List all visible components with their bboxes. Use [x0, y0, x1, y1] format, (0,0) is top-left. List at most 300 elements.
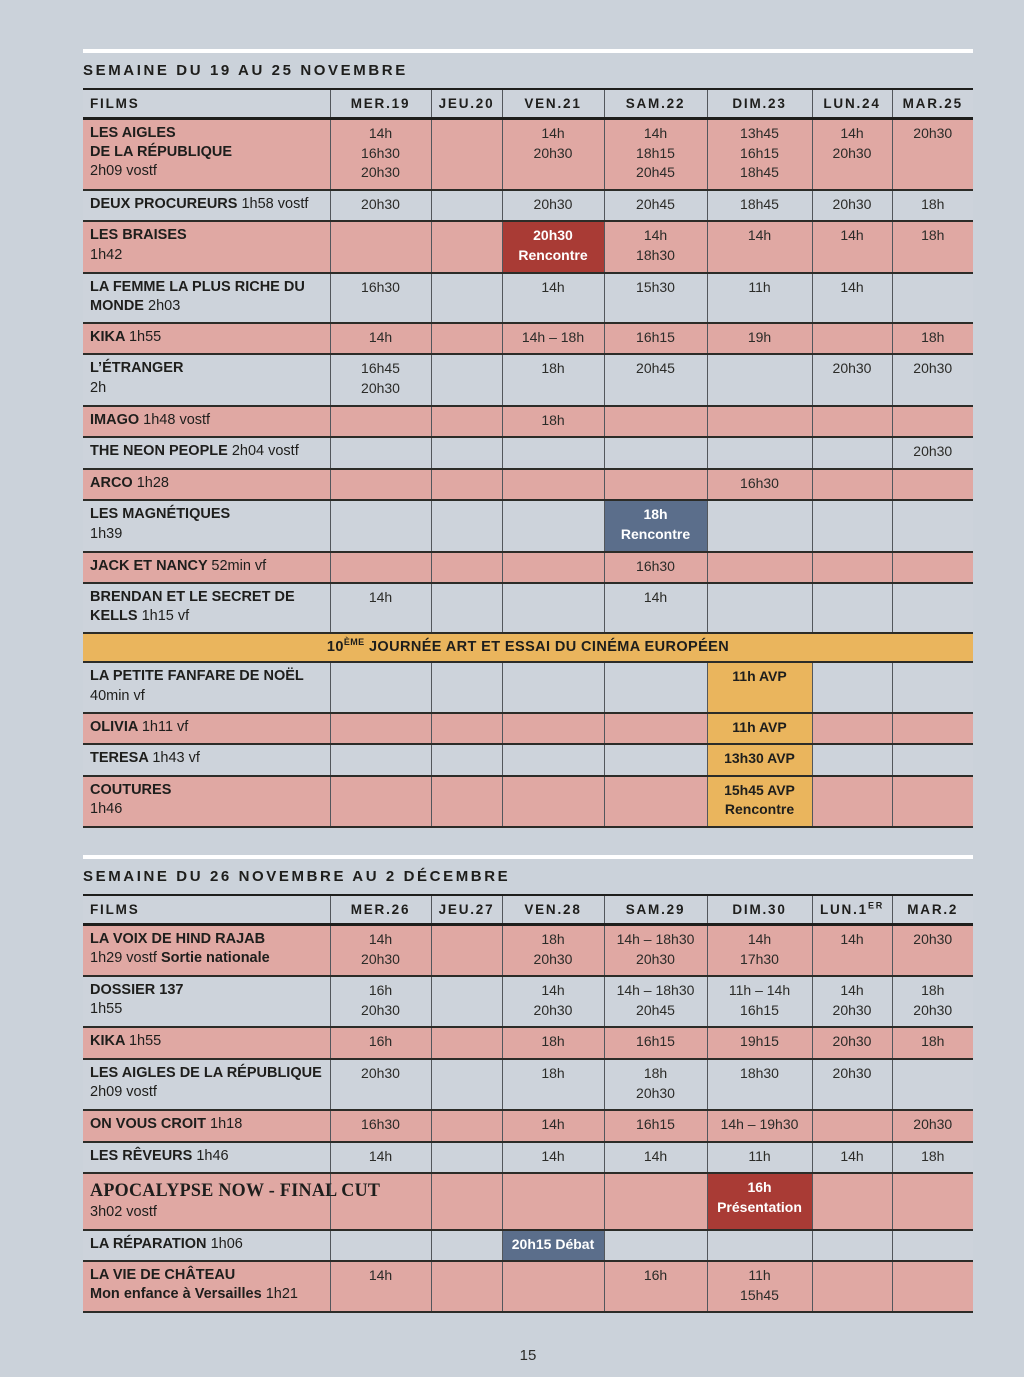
- showtime-cell: [431, 190, 502, 222]
- day-label: SAM.29: [625, 902, 686, 918]
- showtime-cell: [892, 323, 973, 355]
- showtime-cell: [502, 273, 604, 323]
- film-title-line: [90, 800, 324, 819]
- film-info-text: 1h28: [136, 474, 169, 491]
- showtime-cell: [892, 221, 973, 272]
- showtime-line: 14h: [541, 1116, 565, 1133]
- showtime-cell: [431, 583, 502, 633]
- showtime-line: 20h30: [913, 1001, 953, 1018]
- showtime-cell: [330, 744, 431, 776]
- showtime-line: 18h: [541, 360, 565, 377]
- showtime-line: 16h: [368, 982, 393, 999]
- showtime-cell: [604, 406, 707, 438]
- film-row: [83, 273, 973, 323]
- film-info-text: 1h06: [210, 1235, 243, 1252]
- showtime-line: 13h30 AVP: [724, 750, 795, 767]
- showtime-line: 18h: [541, 1065, 565, 1081]
- showtime-cell: [330, 1110, 431, 1142]
- showtime-cell: [431, 1027, 502, 1059]
- showtime-line: 18h30: [636, 246, 675, 263]
- film-title-line: [90, 588, 324, 607]
- header-row: [83, 895, 973, 925]
- film-info-text: 1h43 vf: [152, 750, 200, 767]
- section-title: SEMAINE DU 19 AU 25 NOVEMBRE: [83, 62, 408, 79]
- showtime-cell: [892, 583, 973, 633]
- day-label: MAR.2: [907, 902, 959, 918]
- film-title-cell: [83, 976, 330, 1027]
- day-column-header: [604, 89, 707, 119]
- film-info-text: 2h03: [148, 297, 181, 314]
- showtime-cell: [604, 776, 707, 827]
- showtime-line: 14h: [643, 227, 668, 244]
- special-showtime-cell: [707, 744, 812, 776]
- showtime-cell: [892, 273, 973, 323]
- showtime-cell: [812, 221, 892, 272]
- showtime-cell: [892, 976, 973, 1027]
- film-title-cell: [83, 744, 330, 776]
- showtime-line: 20h15 Débat: [511, 1235, 595, 1252]
- showtime-line: 14h: [541, 982, 565, 999]
- showtime-line: 18h30: [740, 1065, 779, 1081]
- showtime-cell: [707, 437, 812, 469]
- showtime-cell: [812, 1059, 892, 1110]
- showtime-cell: [812, 925, 892, 977]
- film-row: [83, 744, 973, 776]
- film-title-text: THE NEON PEOPLE: [90, 443, 232, 460]
- showtime-cell: [431, 976, 502, 1027]
- showtime-cell: [707, 1142, 812, 1174]
- film-title-line: [90, 1064, 324, 1083]
- showtime-line: 20h30: [361, 380, 400, 396]
- film-title-text: OLIVIA: [90, 718, 142, 735]
- showtime-line: 18h45: [740, 164, 779, 181]
- showtime-cell: [892, 190, 973, 222]
- showtime-line: 14h: [747, 931, 772, 948]
- showtime-line: 14h: [840, 982, 864, 999]
- showtime-cell: [431, 744, 502, 776]
- film-title-cell: [83, 776, 330, 827]
- showtime-cell: [707, 1230, 812, 1262]
- showtime-cell: [330, 1142, 431, 1174]
- day-column-header: [707, 89, 812, 119]
- showtime-line: 18h: [541, 1033, 565, 1050]
- day-column-header: [892, 895, 973, 925]
- showtime-line: 20h30: [832, 144, 872, 161]
- showtime-line: 20h30: [636, 1084, 675, 1101]
- film-title-text: Sortie nationale: [160, 950, 270, 967]
- showtime-cell: [604, 1059, 707, 1110]
- showtime-line: 14h: [368, 589, 393, 606]
- showtime-line: Rencontre: [620, 525, 691, 542]
- showtime-cell: [431, 437, 502, 469]
- film-row: [83, 190, 973, 222]
- film-title-text: IMAGO: [90, 411, 144, 428]
- showtime-cell: [604, 1027, 707, 1059]
- day-column-header: [812, 89, 892, 119]
- film-title-line: [90, 1235, 324, 1254]
- film-title-line: [90, 1115, 324, 1134]
- film-title-text: Mon enfance à Versailles: [90, 1286, 266, 1303]
- showtime-cell: [812, 776, 892, 827]
- showtime-cell: [502, 323, 604, 355]
- film-row: [83, 469, 973, 501]
- showtime-cell: [604, 221, 707, 272]
- day-column-header: [330, 89, 431, 119]
- showtime-cell: [707, 976, 812, 1027]
- film-title-cell: [83, 500, 330, 551]
- film-title-line: [90, 411, 324, 430]
- showtime-line: 20h30: [636, 950, 675, 967]
- film-title-line: [90, 379, 324, 398]
- showtime-cell: [330, 323, 431, 355]
- film-row: [83, 221, 973, 272]
- film-row: [83, 1027, 973, 1059]
- showtime-line: 18h: [921, 227, 945, 244]
- showtime-cell: [604, 583, 707, 633]
- film-title-cell: [83, 662, 330, 712]
- showtime-line: Rencontre: [724, 801, 795, 818]
- film-title-line: [90, 687, 324, 706]
- showtime-line: 14h: [747, 227, 772, 244]
- section-title: SEMAINE DU 26 NOVEMBRE AU 2 DÉCEMBRE: [83, 868, 511, 886]
- showtime-cell: [812, 662, 892, 712]
- showtime-cell: [431, 713, 502, 745]
- showtime-line: 14h: [368, 1267, 393, 1284]
- showtime-line: 14h – 18h30: [616, 931, 695, 948]
- showtime-cell: [330, 552, 431, 584]
- film-title-cell: [83, 406, 330, 438]
- showtime-cell: [604, 1110, 707, 1142]
- section-divider: [83, 49, 973, 53]
- showtime-line: 14h: [840, 227, 864, 244]
- showtime-cell: [502, 552, 604, 584]
- film-info-text: 1h55: [128, 1033, 162, 1050]
- film-title-line: [90, 1000, 324, 1019]
- showtime-cell: [604, 437, 707, 469]
- showtime-line: 20h30: [832, 195, 872, 212]
- film-info-text: 1h21: [265, 1286, 298, 1303]
- showtime-cell: [812, 119, 892, 190]
- showtime-cell: [892, 469, 973, 501]
- showtime-cell: [502, 1142, 604, 1174]
- film-title-text: COUTURES: [90, 781, 172, 798]
- showtime-cell: [330, 713, 431, 745]
- showtime-line: 14h: [643, 125, 668, 141]
- day-label: SAM.22: [625, 96, 686, 111]
- showtime-cell: [812, 583, 892, 633]
- showtime-line: 20h30: [533, 950, 573, 967]
- showtime-cell: [604, 1173, 707, 1229]
- film-title-text: LA RÉPARATION: [90, 1235, 211, 1252]
- film-title-text: LA PETITE FANFARE DE NOËL: [90, 668, 304, 685]
- film-title-cell: [83, 190, 330, 222]
- showtime-cell: [892, 662, 973, 712]
- day-label: JEU.27: [438, 902, 495, 918]
- showtime-line: 20h30: [832, 1065, 872, 1081]
- film-info-text: 1h48 vostf: [143, 411, 211, 428]
- showtime-line: 20h30: [533, 227, 573, 244]
- showtime-line: 18h: [921, 195, 945, 212]
- film-title-text: LA VOIX DE HIND RAJAB: [90, 931, 266, 948]
- schedule-table: [83, 88, 973, 828]
- showtime-line: 18h45: [740, 195, 779, 212]
- film-info-text: 1h46: [196, 1147, 229, 1164]
- showtime-line: 20h45: [636, 164, 675, 181]
- showtime-line: 16h30: [740, 474, 779, 491]
- showtime-line: 18h: [643, 506, 668, 523]
- showtime-line: 11h AVP: [732, 668, 787, 685]
- film-title-cell: [83, 1261, 330, 1312]
- showtime-line: 14h: [541, 1147, 565, 1164]
- showtime-line: 13h45: [740, 125, 779, 141]
- showtime-cell: [812, 976, 892, 1027]
- showtime-cell: [604, 1142, 707, 1174]
- showtime-line: 14h: [368, 931, 393, 948]
- showtime-cell: [892, 925, 973, 977]
- showtime-cell: [707, 406, 812, 438]
- showtime-line: 14h – 18h: [521, 328, 585, 345]
- showtime-cell: [502, 1027, 604, 1059]
- film-title-text: LA FEMME LA PLUS RICHE DU: [90, 278, 305, 295]
- film-title-line: [90, 949, 324, 968]
- film-row: [83, 662, 973, 712]
- showtime-cell: [707, 119, 812, 190]
- film-title-text: LES MAGNÉTIQUES: [90, 506, 231, 523]
- showtime-cell: [330, 437, 431, 469]
- showtime-line: 14h: [643, 589, 668, 606]
- showtime-cell: [330, 976, 431, 1027]
- showtime-cell: [812, 744, 892, 776]
- film-title-line: [90, 278, 324, 297]
- film-title-cell: [83, 1110, 330, 1142]
- showtime-cell: [604, 119, 707, 190]
- film-title-text: ARCO: [90, 474, 137, 491]
- showtime-line: 20h30: [913, 931, 953, 948]
- film-row: [83, 406, 973, 438]
- showtime-cell: [330, 469, 431, 501]
- day-column-header: [502, 89, 604, 119]
- showtime-cell: [604, 744, 707, 776]
- showtime-cell: [707, 925, 812, 977]
- film-title-line: [90, 124, 324, 143]
- showtime-cell: [812, 1110, 892, 1142]
- showtime-line: 14h: [643, 1147, 668, 1164]
- film-title-line: [90, 781, 324, 800]
- showtime-line: 11h: [748, 1147, 771, 1164]
- film-row: [83, 552, 973, 584]
- showtime-cell: [502, 744, 604, 776]
- day-column-header: [892, 89, 973, 119]
- showtime-cell: [604, 713, 707, 745]
- showtime-line: 20h30: [533, 144, 573, 161]
- film-title-line: [90, 1285, 324, 1304]
- film-row: [83, 776, 973, 827]
- film-title-cell: [83, 1059, 330, 1110]
- showtime-line: 16h15: [636, 1033, 675, 1050]
- showtime-cell: [604, 273, 707, 323]
- showtime-cell: [707, 221, 812, 272]
- film-title-text: TERESA: [90, 750, 153, 767]
- film-info-text: 1h11 vf: [141, 718, 189, 735]
- film-title-text: KIKA: [90, 328, 129, 345]
- showtime-cell: [812, 323, 892, 355]
- showtime-cell: [502, 190, 604, 222]
- event-banner-row: [83, 633, 973, 662]
- showtime-line: 18h: [921, 982, 945, 999]
- special-showtime-cell: [707, 713, 812, 745]
- week-section-1: [83, 49, 973, 828]
- film-title-line: [90, 297, 324, 316]
- film-info-text: 1h46: [90, 800, 123, 817]
- showtime-cell: [707, 1110, 812, 1142]
- day-column-header: [812, 895, 892, 925]
- day-column-header: [330, 895, 431, 925]
- showtime-cell: [502, 119, 604, 190]
- film-title-line: [90, 1083, 324, 1102]
- day-column-header: [431, 89, 502, 119]
- showtime-cell: [431, 552, 502, 584]
- film-title-line: [90, 195, 324, 214]
- film-title-cell: [83, 925, 330, 977]
- showtime-cell: [502, 1261, 604, 1312]
- showtime-cell: [604, 1230, 707, 1262]
- showtime-line: 14h: [368, 125, 393, 141]
- page-number: 15: [519, 1347, 537, 1365]
- day-column-header: [502, 895, 604, 925]
- showtime-line: 14h – 18h30: [616, 982, 695, 999]
- showtime-cell: [812, 273, 892, 323]
- film-info-text: 2h09 vostf: [90, 1084, 157, 1101]
- film-title-cell: [83, 583, 330, 633]
- showtime-cell: [892, 552, 973, 584]
- showtime-line: 20h45: [636, 1001, 675, 1018]
- showtime-cell: [330, 925, 431, 977]
- showtime-line: 16h45: [361, 360, 400, 377]
- showtime-line: 18h: [541, 931, 565, 948]
- special-showtime-cell: [707, 776, 812, 827]
- showtime-line: 20h45: [636, 360, 675, 377]
- film-title-text: DEUX PROCUREURS: [90, 195, 242, 212]
- film-title-text: L’ÉTRANGER: [90, 360, 184, 377]
- film-info-text: 1h39: [90, 525, 123, 542]
- showtime-cell: [431, 406, 502, 438]
- film-row: [83, 1230, 973, 1262]
- showtime-cell: [330, 190, 431, 222]
- showtime-line: 14h: [840, 1147, 864, 1164]
- showtime-cell: [502, 583, 604, 633]
- film-row: [83, 354, 973, 405]
- film-title-line: [90, 442, 324, 461]
- film-info-text: 1h58 vostf: [241, 195, 309, 212]
- showtime-cell: [707, 1059, 812, 1110]
- showtime-line: 14h: [840, 125, 864, 141]
- showtime-cell: [604, 354, 707, 405]
- showtime-cell: [892, 406, 973, 438]
- showtime-cell: [431, 1173, 502, 1229]
- showtime-cell: [812, 1173, 892, 1229]
- film-row: [83, 925, 973, 977]
- showtime-cell: [812, 713, 892, 745]
- film-title-line: [90, 557, 324, 576]
- showtime-line: 18h15: [636, 144, 675, 161]
- film-title-text: KELLS: [90, 608, 142, 625]
- showtime-cell: [707, 273, 812, 323]
- day-label: LUN.24: [823, 96, 881, 111]
- showtime-cell: [431, 323, 502, 355]
- film-title-line: [90, 505, 324, 524]
- film-info-text: 1h29 vostf: [90, 950, 161, 967]
- showtime-cell: [707, 1261, 812, 1312]
- film-title-text: LES AIGLES: [90, 125, 176, 141]
- film-title-text: LES BRAISES: [90, 227, 187, 244]
- film-title-text: MONDE: [90, 297, 148, 314]
- showtime-line: 20h45: [636, 195, 675, 212]
- showtime-cell: [502, 713, 604, 745]
- showtime-cell: [502, 469, 604, 501]
- showtime-cell: [330, 119, 431, 190]
- film-title-cell: [83, 1142, 330, 1174]
- day-label: LUN.1: [819, 902, 868, 918]
- showtime-cell: [431, 1261, 502, 1312]
- showtime-line: 20h30: [913, 125, 953, 141]
- film-title-text: LES RÊVEURS: [90, 1147, 197, 1164]
- showtime-cell: [502, 925, 604, 977]
- showtime-cell: [707, 1027, 812, 1059]
- section-divider: [83, 855, 973, 859]
- day-label: VEN.28: [524, 902, 582, 918]
- film-title-cell: [83, 437, 330, 469]
- showtime-line: 18h: [921, 1147, 945, 1164]
- film-title-line: [90, 667, 324, 686]
- day-column-header: [707, 895, 812, 925]
- film-row: [83, 1173, 973, 1229]
- schedule-table: [83, 894, 973, 1313]
- showtime-cell: [604, 190, 707, 222]
- showtime-line: 19h: [747, 328, 772, 345]
- showtime-cell: [330, 662, 431, 712]
- showtime-cell: [812, 1027, 892, 1059]
- film-title-cell: [83, 354, 330, 405]
- showtime-line: 14h – 19h30: [720, 1116, 799, 1133]
- showtime-line: 20h30: [913, 360, 953, 377]
- showtime-line: 15h45: [740, 1286, 779, 1303]
- showtime-line: 20h30: [533, 1001, 573, 1018]
- showtime-line: 16h15: [636, 328, 675, 345]
- film-title-line: [90, 930, 324, 949]
- showtime-cell: [502, 1059, 604, 1110]
- showtime-cell: [604, 925, 707, 977]
- showtime-line: 20h30: [361, 950, 400, 967]
- film-title-cell: [83, 1027, 330, 1059]
- event-banner: [83, 633, 973, 662]
- films-column-header: FILMS: [83, 89, 330, 119]
- day-label-superscript: ER: [867, 900, 885, 911]
- film-title-cell: [83, 713, 330, 745]
- showtime-line: 20h30: [361, 164, 400, 181]
- showtime-cell: [892, 1230, 973, 1262]
- film-title-line: [90, 328, 324, 347]
- special-showtime-cell: [707, 1173, 812, 1229]
- film-row: [83, 713, 973, 745]
- film-row: [83, 119, 973, 190]
- film-info-text: 1h18: [210, 1116, 243, 1133]
- showtime-cell: [707, 190, 812, 222]
- showtime-line: 11h AVP: [732, 718, 787, 735]
- showtime-line: 16h15: [740, 144, 779, 161]
- cinema-program-page: [83, 0, 973, 1364]
- film-info-text: 40min vf: [90, 687, 145, 704]
- film-row: [83, 437, 973, 469]
